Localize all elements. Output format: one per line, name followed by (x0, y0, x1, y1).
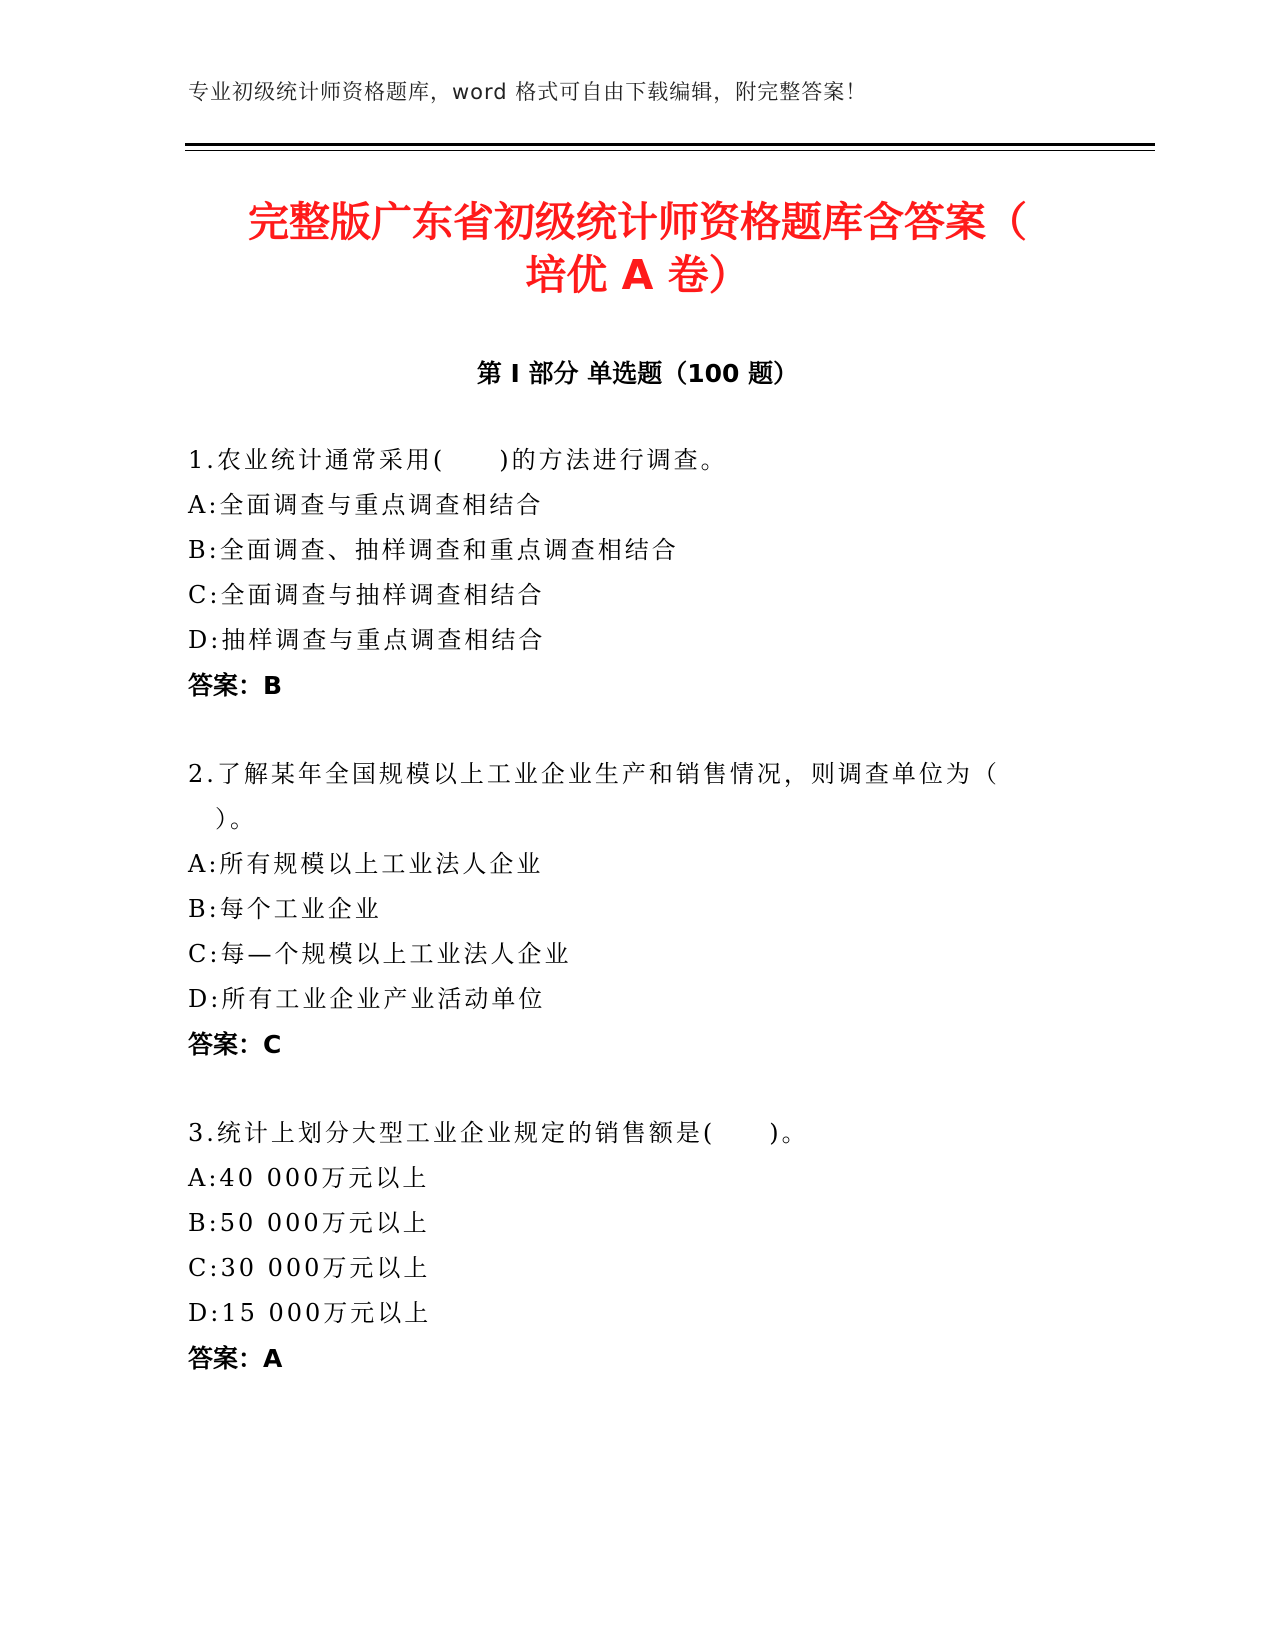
document-title (150, 196, 1125, 302)
document-title-line-2: 培优 A 卷） (525, 251, 750, 299)
header-rule-thin (185, 150, 1155, 151)
option-c: C:每—个规模以上工业法人企业 (188, 940, 572, 968)
option-c: C:全面调查与抽样调查相结合 (188, 581, 545, 609)
question-stem: 1.农业统计通常采用( )的方法进行调查。 (188, 446, 728, 474)
option-d: D:15 000万元以上 (188, 1299, 432, 1327)
question-2 (188, 752, 1068, 1067)
option-a: A:40 000万元以上 (188, 1164, 430, 1192)
option-a: A:所有规模以上工业法人企业 (188, 850, 544, 878)
option-b: B:每个工业企业 (188, 895, 382, 923)
question-stem: 3.统计上划分大型工业企业规定的销售额是( )。 (188, 1119, 809, 1147)
header-rule-thick (185, 143, 1155, 146)
option-b: B:50 000万元以上 (188, 1209, 430, 1237)
question-3 (188, 1111, 1068, 1381)
question-stem: 2.了解某年全国规模以上工业企业生产和销售情况，则调查单位为（ (188, 760, 1000, 788)
option-c: C:30 000万元以上 (188, 1254, 431, 1282)
answer: 答案：A (188, 1344, 283, 1373)
option-d: D:抽样调查与重点调查相结合 (188, 626, 546, 654)
section-title: 第 I 部分 单选题（100 题） (476, 359, 799, 388)
document-title-line-1: 完整版广东省初级统计师资格题库含答案（ (248, 198, 1027, 246)
header-note: 专业初级统计师资格题库，word 格式可自由下载编辑，附完整答案！ (188, 80, 868, 104)
answer: 答案：C (188, 1030, 282, 1059)
option-b: B:全面调查、抽样调查和重点调查相结合 (188, 536, 679, 564)
question-stem-continuation: ）。 (188, 805, 257, 833)
option-a: A:全面调查与重点调查相结合 (188, 491, 544, 519)
question-list (188, 438, 1068, 1425)
option-d: D:所有工业企业产业活动单位 (188, 985, 546, 1013)
answer: 答案：B (188, 671, 283, 700)
question-1 (188, 438, 1068, 708)
